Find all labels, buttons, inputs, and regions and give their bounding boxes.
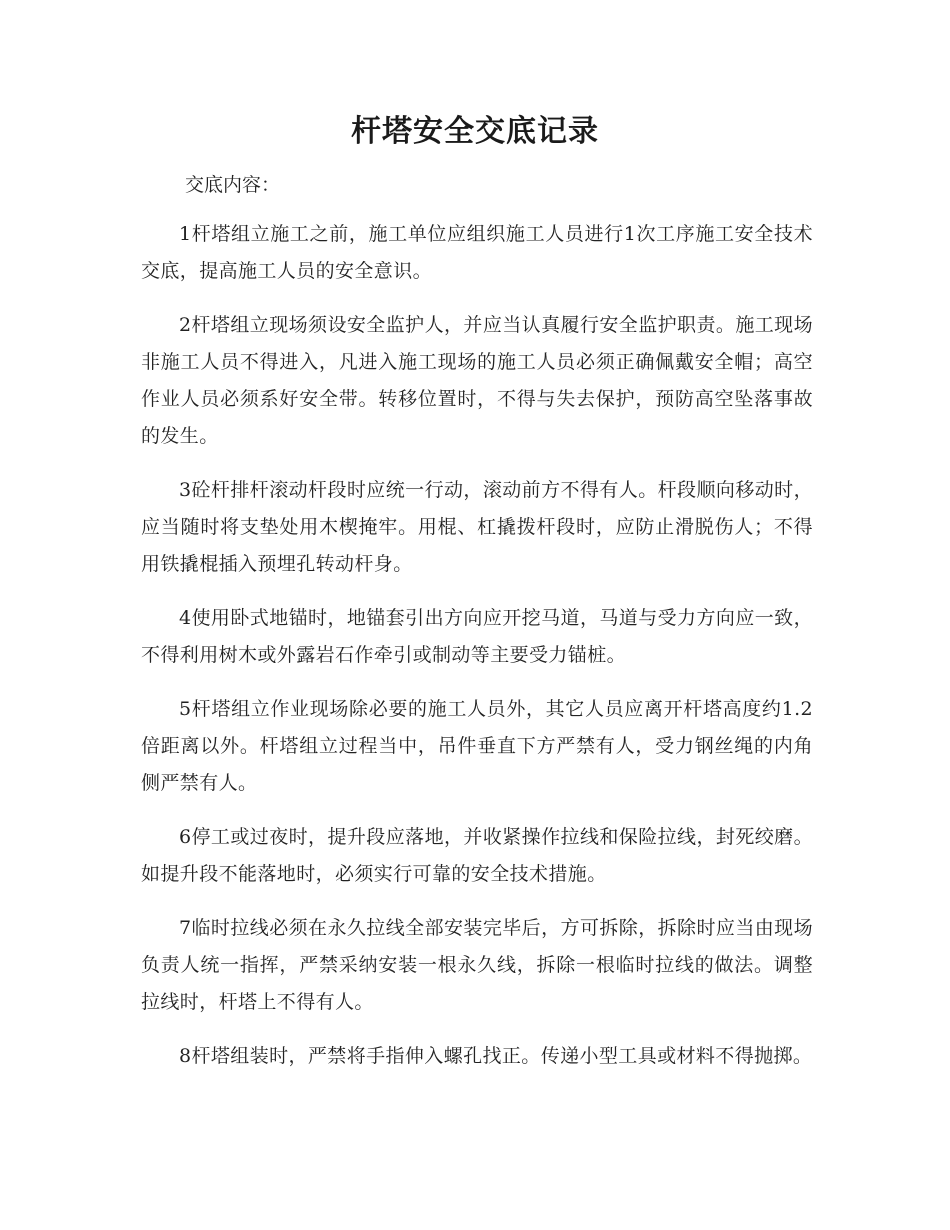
document-body <box>141 216 813 1092</box>
paragraph-2: 2杆塔组立现场须设安全监护人，并应当认真履行安全监护职责。施工现场非施工人员不得进入，凡进入施工现场的施工人员必须正确佩戴安全帽；高空作业人员必须系好安全带。转移位置时，不得与失去保护，预防高空坠落事故的发生。 <box>141 314 813 447</box>
paragraph-5: 5杆塔组立作业现场除必要的施工人员外，其它人员应离开杆塔高度约1.2倍距离以外。杆塔组立过程当中，吊件垂直下方严禁有人，受力钢丝绳的内角侧严禁有人。 <box>141 698 813 794</box>
document-title: 杆塔安全交底记录 <box>351 114 599 149</box>
intro-label: 交底内容： <box>185 174 281 196</box>
paragraph-6: 6停工或过夜时，提升段应落地，并收紧操作拉线和保险拉线，封死绞磨。如提升段不能落地时，必须实行可靠的安全技术措施。 <box>141 826 813 885</box>
paragraph-8: 8杆塔组装时，严禁将手指伸入螺孔找正。传递小型工具或材料不得抛掷。 <box>179 1045 813 1067</box>
paragraph-3: 3砼杆排杆滚动杆段时应统一行动，滚动前方不得有人。杆段顺向移动时，应当随时将支垫处用木楔掩牢。用棍、杠撬拨杆段时，应防止滑脱伤人；不得用铁撬棍插入预埋孔转动杆身。 <box>141 479 813 575</box>
paragraph-7: 7临时拉线必须在永久拉线全部安装完毕后，方可拆除，拆除时应当由现场负责人统一指挥，严禁采纳安装一根永久线，拆除一根临时拉线的做法。调整拉线时，杆塔上不得有人。 <box>141 917 813 1013</box>
paragraph-4: 4使用卧式地锚时，地锚套引出方向应开挖马道，马道与受力方向应一致，不得利用树木或外露岩石作牵引或制动等主要受力锚桩。 <box>141 607 813 666</box>
paragraph-1: 1杆塔组立施工之前，施工单位应组织施工人员进行1次工序施工安全技术交底，提高施工人员的安全意识。 <box>141 223 813 282</box>
